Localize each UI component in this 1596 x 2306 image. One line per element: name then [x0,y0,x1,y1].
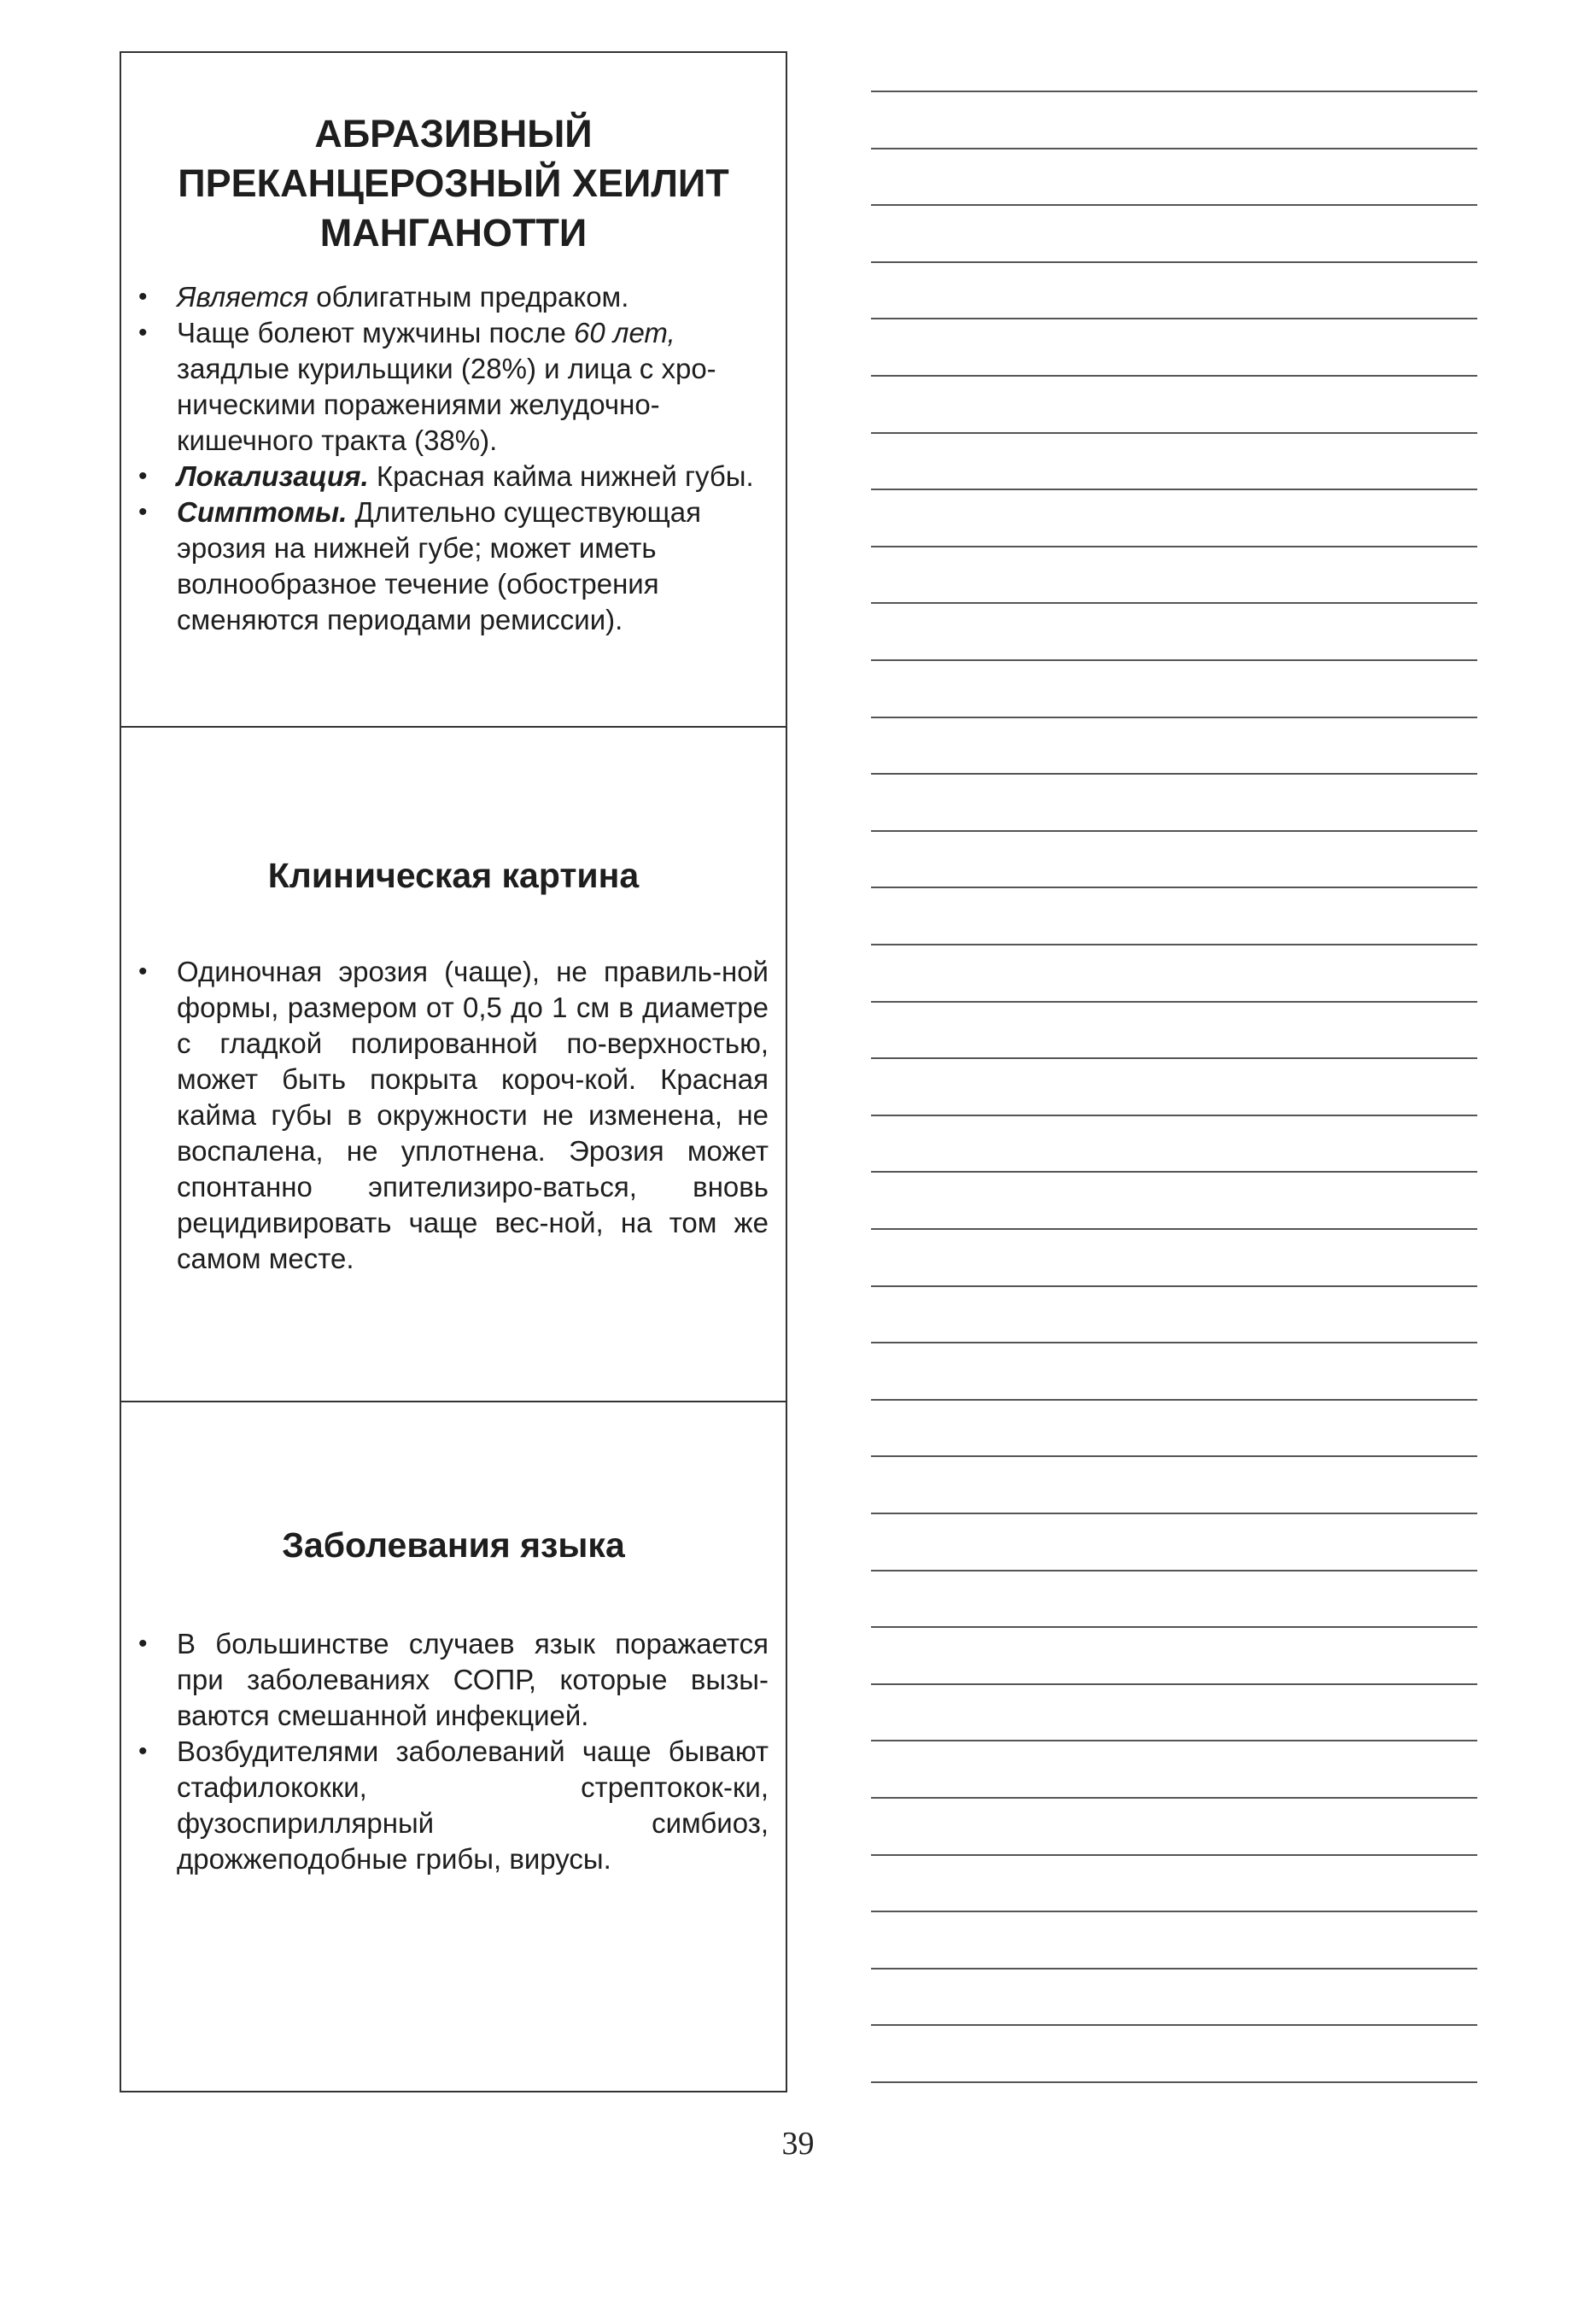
ruled-line [871,887,1477,888]
ruled-line [871,91,1477,92]
lead-text: Локализация. [177,460,369,492]
ruled-line [871,2024,1477,2026]
ruled-line [871,1228,1477,1230]
ruled-line [871,659,1477,661]
bullet-icon: • [138,462,148,490]
ruled-line [871,261,1477,263]
ruled-line [871,1171,1477,1173]
ruled-line [871,1455,1477,1457]
bullet-icon: • [138,1630,148,1658]
bullet-icon: • [138,957,148,986]
list-item [121,954,786,1277]
title-line: ПРЕКАНЦЕРОЗНЫЙ ХЕИЛИТ [178,161,729,205]
panel-clinical-picture [121,728,786,1402]
ruled-line [871,1342,1477,1343]
ruled-line [871,318,1477,319]
ruled-line [871,489,1477,490]
list-item [121,1734,786,1877]
bullet-icon: • [138,498,148,526]
list-item [121,1626,786,1734]
item-text: облигатным предраком. [308,281,629,313]
item-text: Длительно существующая эрозия на нижней губе; может иметь волнообразное течение (обострения сменяются периодами ремиссии). [177,496,701,635]
item-text: Одиночная эрозия (чаще), не правиль-ной формы, размером от 0,5 до 1 см в диаметре с гладкой полированной по-верхностью, может быть покрыта короч-кой. Красная кайма губы в окружности не изменена, не воспалена, не уплотнена. Эрозия может спонтанно эпителизиро-ваться, вновь рецидивировать чаще вес-ной, на том же самом месте. [177,956,769,1274]
ruled-line [871,546,1477,547]
bullet-list [121,279,786,638]
list-item [121,459,786,495]
bullet-icon: • [138,1737,148,1765]
ruled-line [871,1001,1477,1003]
emphasis-text: 60 лет, [573,317,675,348]
ruled-line [871,1854,1477,1856]
ruled-line [871,830,1477,832]
ruled-line [871,432,1477,434]
bullet-list [121,1626,786,1877]
list-item [121,315,786,459]
ruled-line [871,204,1477,206]
ruled-line [871,773,1477,775]
notes-ruled-lines [871,0,1477,2135]
list-item [121,495,786,638]
ruled-line [871,717,1477,718]
panel-abrasive-cheilitis [121,53,786,728]
ruled-line [871,1057,1477,1059]
title-line: АБРАЗИВНЫЙ [314,112,593,155]
ruled-line [871,1513,1477,1514]
ruled-line [871,1797,1477,1799]
ruled-line [871,1626,1477,1628]
panel-title [121,109,786,258]
lead-text: Является [177,281,309,313]
title-line: МАНГАНОТТИ [319,211,588,255]
ruled-line [871,1911,1477,1912]
panel-title: Клиническая картина [267,856,640,895]
lead-text: Симптомы. [177,496,348,528]
ruled-line [871,148,1477,149]
ruled-line [871,1115,1477,1116]
content-frame [120,51,787,2092]
bullet-icon: • [138,283,148,311]
ruled-line [871,602,1477,604]
ruled-line [871,2081,1477,2083]
ruled-line [871,1740,1477,1741]
ruled-line [871,1570,1477,1571]
ruled-line [871,1968,1477,1969]
item-text: Красная кайма нижней губы. [368,460,754,492]
ruled-line [871,1399,1477,1401]
bullet-icon: • [138,319,148,347]
ruled-line [871,1683,1477,1685]
panel-tongue-diseases [121,1402,786,2091]
item-text: Чаще болеют мужчины после [177,317,574,348]
ruled-line [871,1285,1477,1287]
item-text: Возбудителями заболеваний чаще бывают стафилококки, стрептокок-ки, фузоспириллярный симбиоз, дрожжеподобные грибы, вирусы. [177,1735,769,1875]
panel-title: Заболевания языка [282,1525,625,1565]
ruled-line [871,944,1477,945]
page-number: 39 [781,2126,815,2162]
item-text: В большинстве случаев язык поражается при заболеваниях СОПР, которые вызы-ваются смешанной инфекцией. [177,1628,769,1731]
item-text: заядлые курильщики (28%) и лица с хро-ническими поражениями желудочно-кишечного тракта (38%). [177,353,716,456]
ruled-line [871,375,1477,377]
list-item [121,279,786,315]
bullet-list [121,954,786,1277]
